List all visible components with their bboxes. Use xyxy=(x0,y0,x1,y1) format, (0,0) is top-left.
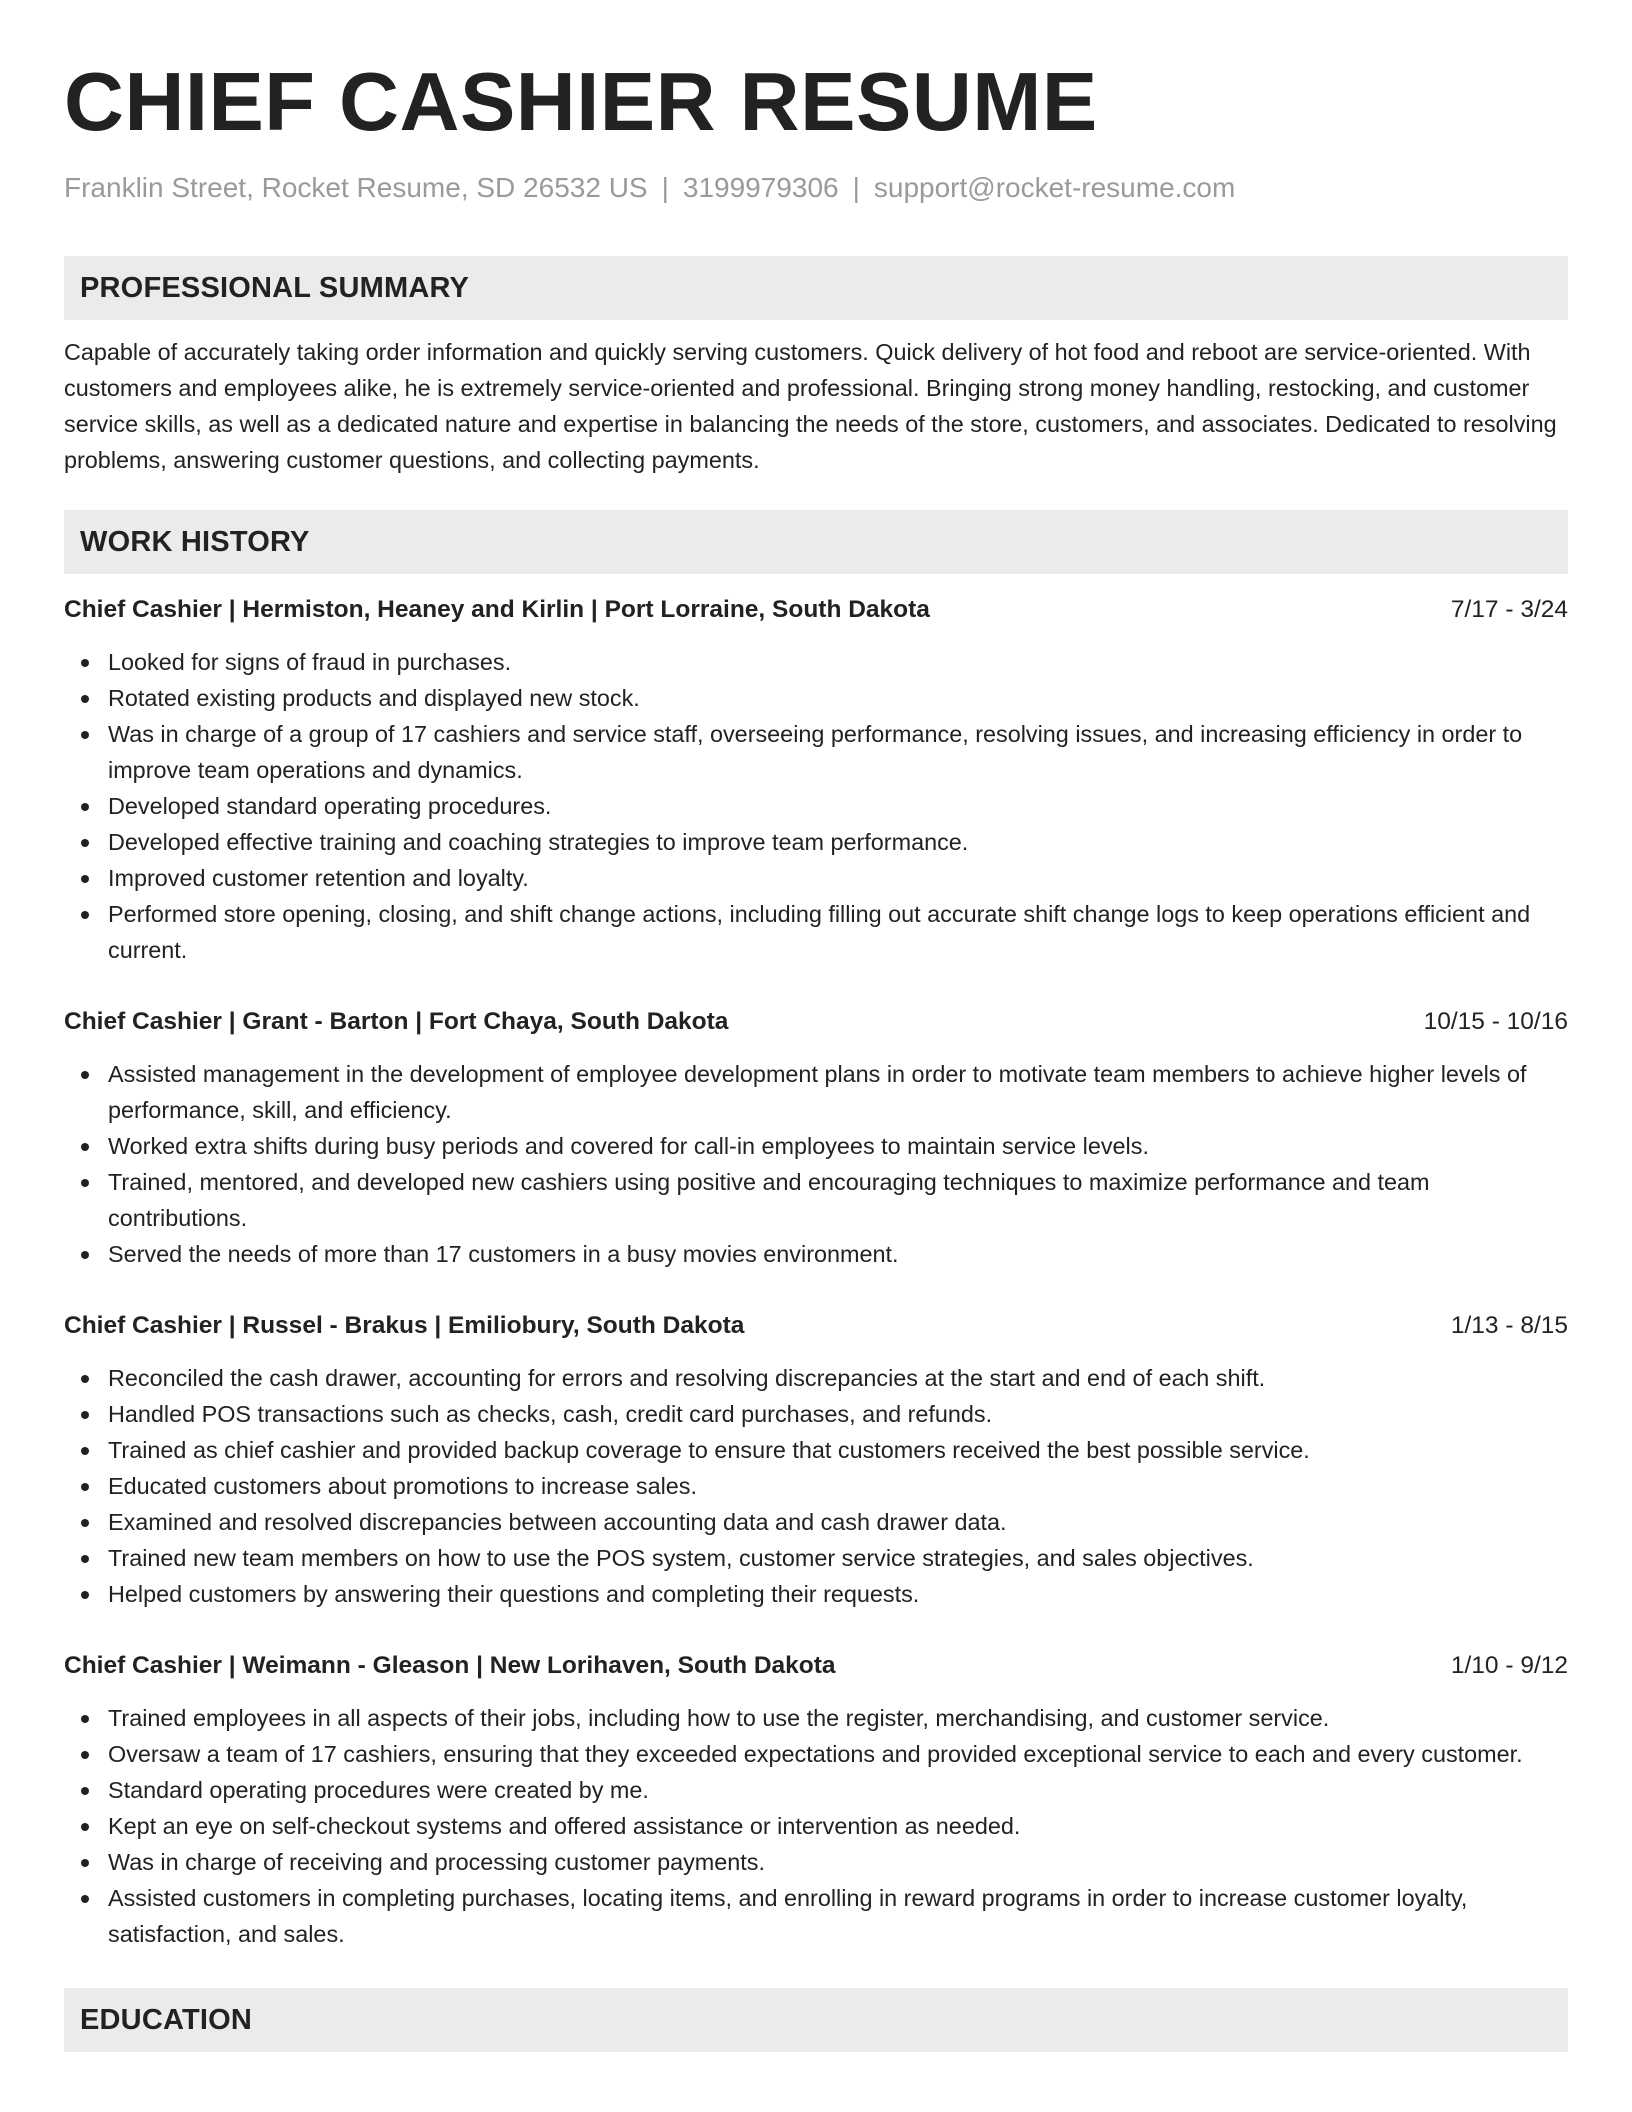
job-bullet: Assisted management in the development of employee development plans in order to motivate team members to achieve higher levels of performance, skill, and efficiency. xyxy=(64,1056,1568,1128)
job-bullet: Developed effective training and coaching strategies to improve team performance. xyxy=(64,824,1568,860)
contact-address: Franklin Street, Rocket Resume, SD 26532 US xyxy=(64,172,648,203)
job-entry xyxy=(64,1310,1568,1612)
job-bullet: Trained as chief cashier and provided backup coverage to ensure that customers received the best possible service. xyxy=(64,1432,1568,1468)
job-entry xyxy=(64,594,1568,968)
job-bullet: Trained, mentored, and developed new cashiers using positive and encouraging techniques to maximize performance and team contributions. xyxy=(64,1164,1568,1236)
job-header xyxy=(64,1006,1568,1038)
section-heading-work-history: WORK HISTORY xyxy=(64,510,1568,574)
section-heading-education: EDUCATION xyxy=(64,1988,1568,2052)
job-bullet: Developed standard operating procedures. xyxy=(64,788,1568,824)
contact-email: support@rocket-resume.com xyxy=(873,172,1236,203)
job-bullet: Was in charge of a group of 17 cashiers and service staff, overseeing performance, resolving issues, and increasing efficiency in order to improve team operations and dynamics. xyxy=(64,716,1568,788)
job-entry xyxy=(64,1006,1568,1272)
job-dates: 1/13 - 8/15 xyxy=(1450,1312,1568,1339)
job-bullet: Educated customers about promotions to increase sales. xyxy=(64,1468,1568,1504)
work-history-list xyxy=(64,594,1568,1952)
contact-separator: | xyxy=(661,172,669,203)
job-dates: 7/17 - 3/24 xyxy=(1450,596,1568,623)
job-bullet: Kept an eye on self-checkout systems and offered assistance or intervention as needed. xyxy=(64,1808,1568,1844)
job-bullet: Trained employees in all aspects of their jobs, including how to use the register, merchandising, and customer service. xyxy=(64,1700,1568,1736)
job-bullet: Was in charge of receiving and processing customer payments. xyxy=(64,1844,1568,1880)
job-bullet: Oversaw a team of 17 cashiers, ensuring that they exceeded expectations and provided exceptional service to each and every customer. xyxy=(64,1736,1568,1772)
job-entry xyxy=(64,1650,1568,1952)
job-title: Chief Cashier | Weimann - Gleason | New Lorihaven, South Dakota xyxy=(64,1652,836,1679)
contact-line xyxy=(64,170,1568,206)
job-header xyxy=(64,594,1568,626)
job-bullet: Handled POS transactions such as checks, cash, credit card purchases, and refunds. xyxy=(64,1396,1568,1432)
job-title: Chief Cashier | Hermiston, Heaney and Kirlin | Port Lorraine, South Dakota xyxy=(64,596,930,623)
job-bullet-list xyxy=(64,1056,1568,1272)
job-bullet-list xyxy=(64,1360,1568,1612)
section-heading-summary: PROFESSIONAL SUMMARY xyxy=(64,256,1568,320)
job-bullet: Reconciled the cash drawer, accounting for errors and resolving discrepancies at the start and end of each shift. xyxy=(64,1360,1568,1396)
job-dates: 1/10 - 9/12 xyxy=(1450,1652,1568,1679)
job-title: Chief Cashier | Russel - Brakus | Emiliobury, South Dakota xyxy=(64,1312,745,1339)
job-header xyxy=(64,1310,1568,1342)
job-bullet: Worked extra shifts during busy periods and covered for call-in employees to maintain service levels. xyxy=(64,1128,1568,1164)
job-bullet: Helped customers by answering their questions and completing their requests. xyxy=(64,1576,1568,1612)
job-bullet: Trained new team members on how to use the POS system, customer service strategies, and sales objectives. xyxy=(64,1540,1568,1576)
job-title: Chief Cashier | Grant - Barton | Fort Chaya, South Dakota xyxy=(64,1008,729,1035)
job-header xyxy=(64,1650,1568,1682)
job-bullet-list xyxy=(64,644,1568,968)
job-bullet: Assisted customers in completing purchases, locating items, and enrolling in reward programs in order to increase customer loyalty, satisfaction, and sales. xyxy=(64,1880,1568,1952)
contact-phone: 3199979306 xyxy=(682,172,839,203)
job-bullet: Served the needs of more than 17 customers in a busy movies environment. xyxy=(64,1236,1568,1272)
job-bullet: Examined and resolved discrepancies between accounting data and cash drawer data. xyxy=(64,1504,1568,1540)
job-bullet: Rotated existing products and displayed new stock. xyxy=(64,680,1568,716)
resume-title: CHIEF CASHIER RESUME xyxy=(64,55,1098,148)
summary-text: Capable of accurately taking order information and quickly serving customers. Quick delivery of hot food and reboot are service-oriented. With customers and employees alike, he is extremely service-oriented and professional. Bringing strong money handling, restocking, and customer service skills, as well as a dedicated nature and expertise in balancing the needs of the store, customers, and associates. Dedicated to resolving problems, answering customer questions, and collecting payments. xyxy=(64,339,1557,473)
contact-separator: | xyxy=(852,172,860,203)
job-dates: 10/15 - 10/16 xyxy=(1423,1008,1568,1035)
job-bullet: Improved customer retention and loyalty. xyxy=(64,860,1568,896)
job-bullet: Standard operating procedures were created by me. xyxy=(64,1772,1568,1808)
job-bullet: Performed store opening, closing, and shift change actions, including filling out accurate shift change logs to keep operations efficient and current. xyxy=(64,896,1568,968)
job-bullet-list xyxy=(64,1700,1568,1952)
job-bullet: Looked for signs of fraud in purchases. xyxy=(64,644,1568,680)
